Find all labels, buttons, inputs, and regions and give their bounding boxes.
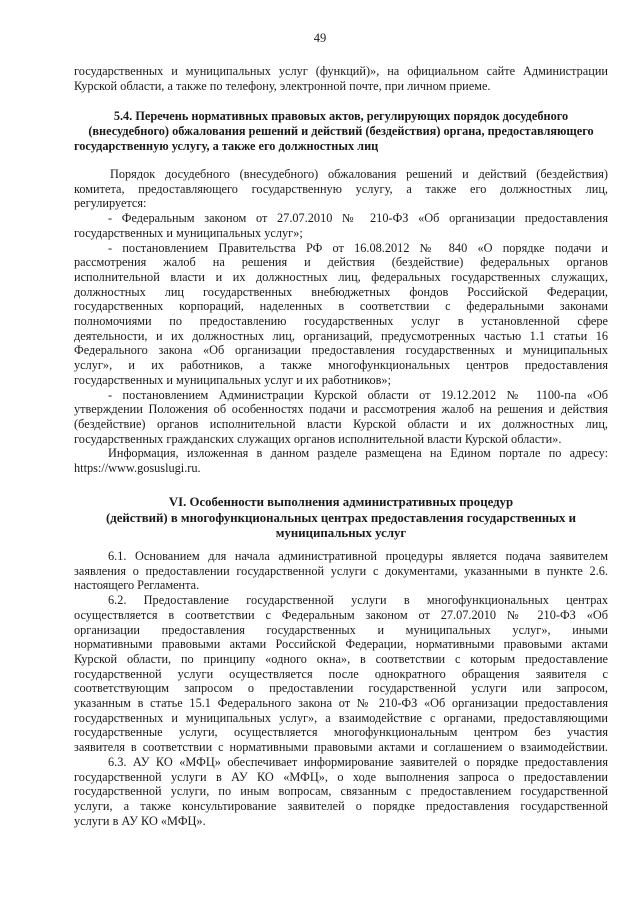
text-line: (бездействие) органов исполнительной власти Курской области и их должностных лиц, — [74, 416, 608, 431]
text-line: полномочиями по предоставлению государственных услуг в установленной сфере — [74, 314, 608, 329]
text-line: утверждении Положения об особенностях подачи и рассмотрения жалоб на решения и действия — [74, 402, 608, 417]
page-number: 49 — [313, 31, 327, 45]
text-line: - постановлением Правительства РФ от 16.08.2012 № 840 «О порядке подачи и — [108, 240, 608, 255]
heading-line: (действий) в многофункциональных центрах предоставления государственных и — [105, 510, 577, 525]
section-5-4-heading — [74, 109, 608, 154]
text-line: 6.1. Основанием для начала административной процедуры является подача заявителем — [108, 549, 608, 563]
top-paragraph — [74, 64, 608, 93]
text-line: указанным в статье 15.1 Федерального закона от № 210-ФЗ «Об организации предоставления — [74, 696, 608, 711]
heading-line: муниципальных услуг — [275, 526, 407, 540]
text-line: услуг», и их работников, а также многофункциональных центров предоставления — [74, 358, 608, 373]
text-line: государственных корпораций, наделенных в соответствии с федеральными законами — [74, 299, 608, 314]
heading-line: (внесудебного) обжалования решений и действий (бездействия) органа, предоставляющего — [88, 124, 594, 138]
text-line: государственные услуги, осуществляется многофункциональным центром без участия — [74, 725, 608, 740]
text-line: государственных и муниципальных услуг (функций)», на официальном сайте Администрации — [74, 64, 608, 78]
text-line: заявителя в соответствии с нормативными правовыми актами и соглашением о взаимодействии. — [74, 740, 608, 755]
section-6-heading — [74, 495, 608, 542]
heading-line: 5.4. Перечень нормативных правовых актов, регулирующих порядок досудебного — [113, 109, 569, 123]
text-line: 6.2. Предоставление государственной услуги в многофункциональных центрах — [108, 593, 608, 608]
portal-url: https://www.gosuslugi.ru. — [74, 461, 201, 476]
text-line: 6.3. АУ КО «МФЦ» обеспечивает информирование заявителей о порядке предоставления — [108, 754, 608, 769]
text-line: услуги в АУ КО «МФЦ». — [74, 813, 206, 828]
text-line: Курской области, а также по телефону, электронной почте, при личном приеме. — [74, 78, 491, 93]
text-line: исполнительной власти и их должностных лиц, федеральных государственных служащих, — [74, 269, 608, 284]
text-line: нормативными правовыми актами Российской Федерации, нормативными правовыми актами — [74, 637, 608, 652]
text-line: услуги, а также консультирование заявителей о порядке предоставления государственной — [74, 798, 608, 813]
text-line: соответствующим запросом о предоставлении государственной услуги или запросом, — [74, 681, 608, 696]
section-6-body — [74, 549, 608, 828]
text-line: организации предоставления государственных и муниципальных услуг», иными — [74, 622, 608, 637]
text-line: заявления о предоставлении государственной услуги с документами, указанными в пункте 2.6. — [74, 563, 608, 578]
text-line: государственной услуги, по иным вопросам, связанным с предоставлением государственной — [74, 784, 608, 799]
text-line: государственной услуги осуществляется после однократного обращения заявителя с — [74, 666, 608, 681]
text-line: деятельности, и их должностных лиц, организаций, предусмотренных частью 1.1 статьи 16 — [74, 328, 608, 343]
text-line: - Федеральным законом от 27.07.2010 № 210-ФЗ «Об организации предоставления — [108, 211, 608, 226]
text-line: Федерального закона «Об организации предоставления государственных и муниципальных — [74, 343, 608, 358]
heading-line: государственную услугу, а также его должностных лиц — [74, 139, 379, 153]
text-line: государственных гражданских служащих органов исполнительной власти Курской области». — [74, 431, 562, 446]
text-line: комитета, предоставляющего государственную услугу, а также его должностных лиц, — [74, 181, 608, 196]
text-line: осуществляется в соответствии с Федеральным законом от 27.07.2010 № 210-ФЗ «Об — [74, 607, 608, 622]
text-line: государственных и муниципальных услуг»; — [74, 225, 303, 240]
text-line: государственных и муниципальных услуг и их работников»; — [74, 372, 391, 387]
text-line: Порядок досудебного (внесудебного) обжалования решений и действий (бездействия) — [110, 167, 608, 181]
text-line: рассмотрения жалоб на решения и действия (бездействие) федеральных органов — [74, 255, 608, 270]
text-line: - постановлением Администрации Курской области от 19.12.2012 № 1100-па «Об — [108, 387, 608, 402]
section-5-4-body — [74, 167, 608, 476]
text-line: настоящего Регламента. — [74, 578, 200, 593]
text-line: Курской области, по принципу «одного окна», в соответствии с которым предоставление — [74, 651, 608, 666]
text-line: государственной услуги в АУ КО «МФЦ», о ходе выполнения запроса о предоставлении — [74, 769, 608, 784]
text-line: государственных и муниципальных услуг», а взаимодействие с органами, предоставляющими — [74, 710, 608, 725]
heading-line: VI. Особенности выполнения административных процедур — [168, 495, 514, 509]
text-line: Информация, изложенная в данном разделе размещена на Едином портале по адресу: — [108, 446, 608, 461]
text-line: регулируется: — [74, 196, 147, 211]
text-line: должностных лиц государственных внебюджетных фондов Российской Федерации, — [74, 284, 608, 299]
